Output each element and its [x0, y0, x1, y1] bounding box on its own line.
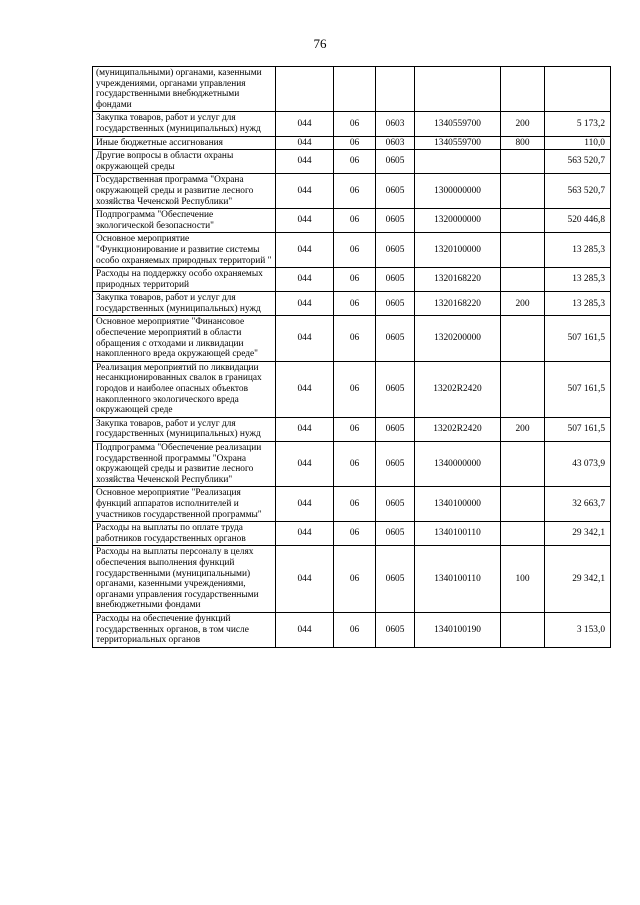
table-row	[93, 233, 611, 268]
section-code-cell: 06	[334, 487, 376, 522]
target-article-cell: 1340559700	[415, 112, 501, 136]
ministry-code-cell: 044	[276, 136, 334, 150]
target-article-cell: 1340559700	[415, 136, 501, 150]
expense-type-cell: 200	[501, 112, 545, 136]
amount-cell: 507 161,5	[545, 417, 611, 441]
table-row	[93, 316, 611, 361]
section-code-cell: 06	[334, 268, 376, 292]
target-article-cell	[415, 67, 501, 112]
budget-table-body	[93, 67, 611, 648]
amount-cell: 13 285,3	[545, 233, 611, 268]
subsection-code-cell: 0605	[376, 487, 415, 522]
section-code-cell: 06	[334, 136, 376, 150]
ministry-code-cell: 044	[276, 174, 334, 209]
section-code-cell: 06	[334, 112, 376, 136]
target-article-cell: 1340100000	[415, 487, 501, 522]
expense-name-cell: Реализация мероприятий по ликвидации несанкционированных свалок в границах городов и наиболее опасных объектов накопленного экологического вреда окружающей среде	[93, 361, 276, 417]
table-row	[93, 112, 611, 136]
target-article-cell: 1320000000	[415, 209, 501, 233]
expense-type-cell: 200	[501, 417, 545, 441]
section-code-cell: 06	[334, 150, 376, 174]
target-article-cell: 1340100110	[415, 546, 501, 613]
expense-type-cell	[501, 361, 545, 417]
subsection-code-cell: 0605	[376, 361, 415, 417]
section-code-cell: 06	[334, 442, 376, 487]
table-row	[93, 487, 611, 522]
ministry-code-cell: 044	[276, 112, 334, 136]
expense-type-cell	[501, 174, 545, 209]
expense-type-cell	[501, 150, 545, 174]
section-code-cell: 06	[334, 546, 376, 613]
ministry-code-cell	[276, 67, 334, 112]
subsection-code-cell: 0605	[376, 417, 415, 441]
expense-name-cell: Основное мероприятие "Реализация функций аппаратов исполнителей и участников государственной программы"	[93, 487, 276, 522]
amount-cell: 29 342,1	[545, 522, 611, 546]
ministry-code-cell: 044	[276, 292, 334, 316]
expense-name-cell: Другие вопросы в области охраны окружающей среды	[93, 150, 276, 174]
section-code-cell: 06	[334, 612, 376, 647]
section-code-cell: 06	[334, 174, 376, 209]
ministry-code-cell: 044	[276, 316, 334, 361]
target-article-cell: 1320100000	[415, 233, 501, 268]
subsection-code-cell: 0605	[376, 316, 415, 361]
expense-type-cell	[501, 268, 545, 292]
subsection-code-cell: 0603	[376, 112, 415, 136]
subsection-code-cell: 0605	[376, 522, 415, 546]
expense-name-cell: Подпрограмма "Обеспечение реализации государственной программы "Охрана окружающей среды и развитие лесного хозяйства Чеченской Республики"	[93, 442, 276, 487]
expense-name-cell: Подпрограмма "Обеспечение экологической безопасности"	[93, 209, 276, 233]
table-row	[93, 442, 611, 487]
amount-cell: 3 153,0	[545, 612, 611, 647]
expense-name-cell: Закупка товаров, работ и услуг для государственных (муниципальных) нужд	[93, 292, 276, 316]
amount-cell: 32 663,7	[545, 487, 611, 522]
target-article-cell: 1340000000	[415, 442, 501, 487]
ministry-code-cell: 044	[276, 361, 334, 417]
ministry-code-cell: 044	[276, 233, 334, 268]
table-row	[93, 268, 611, 292]
table-row	[93, 209, 611, 233]
subsection-code-cell: 0605	[376, 546, 415, 613]
target-article-cell: 13202R2420	[415, 361, 501, 417]
table-row	[93, 136, 611, 150]
target-article-cell: 1320200000	[415, 316, 501, 361]
expense-name-cell: Основное мероприятие "Функционирование и развитие системы особо охраняемых природных территорий "	[93, 233, 276, 268]
subsection-code-cell: 0605	[376, 268, 415, 292]
expense-name-cell: Основное мероприятие "Финансовое обеспечение мероприятий в области обращения с отходами и ликвидации накопленного вреда окружающей среде"	[93, 316, 276, 361]
budget-table	[92, 66, 611, 648]
table-row	[93, 361, 611, 417]
section-code-cell: 06	[334, 292, 376, 316]
expense-type-cell	[501, 522, 545, 546]
subsection-code-cell: 0605	[376, 150, 415, 174]
amount-cell: 520 446,8	[545, 209, 611, 233]
amount-cell: 13 285,3	[545, 292, 611, 316]
target-article-cell: 13202R2420	[415, 417, 501, 441]
amount-cell: 110,0	[545, 136, 611, 150]
subsection-code-cell: 0603	[376, 136, 415, 150]
expense-type-cell	[501, 209, 545, 233]
expense-name-cell: Иные бюджетные ассигнования	[93, 136, 276, 150]
expense-type-cell	[501, 487, 545, 522]
subsection-code-cell: 0605	[376, 292, 415, 316]
expense-name-cell: Расходы на выплаты персоналу в целях обеспечения выполнения функций государственными (муниципальными) органами, казенными учреждениями, органами управления государственными внебюджетными фондами	[93, 546, 276, 613]
table-row	[93, 67, 611, 112]
target-article-cell: 1340100110	[415, 522, 501, 546]
section-code-cell: 06	[334, 316, 376, 361]
amount-cell: 29 342,1	[545, 546, 611, 613]
amount-cell: 507 161,5	[545, 361, 611, 417]
target-article-cell: 1300000000	[415, 174, 501, 209]
expense-type-cell	[501, 67, 545, 112]
expense-type-cell: 200	[501, 292, 545, 316]
subsection-code-cell	[376, 67, 415, 112]
ministry-code-cell: 044	[276, 546, 334, 613]
expense-type-cell	[501, 612, 545, 647]
amount-cell: 5 173,2	[545, 112, 611, 136]
expense-name-cell: Закупка товаров, работ и услуг для государственных (муниципальных) нужд	[93, 112, 276, 136]
expense-name-cell: Расходы на поддержку особо охраняемых природных территорий	[93, 268, 276, 292]
table-row	[93, 546, 611, 613]
expense-name-cell: Закупка товаров, работ и услуг для государственных (муниципальных) нужд	[93, 417, 276, 441]
table-row	[93, 417, 611, 441]
ministry-code-cell: 044	[276, 417, 334, 441]
section-code-cell: 06	[334, 233, 376, 268]
ministry-code-cell: 044	[276, 522, 334, 546]
target-article-cell: 1320168220	[415, 292, 501, 316]
ministry-code-cell: 044	[276, 487, 334, 522]
target-article-cell	[415, 150, 501, 174]
target-article-cell: 1320168220	[415, 268, 501, 292]
target-article-cell: 1340100190	[415, 612, 501, 647]
subsection-code-cell: 0605	[376, 209, 415, 233]
ministry-code-cell: 044	[276, 612, 334, 647]
expense-type-cell	[501, 442, 545, 487]
ministry-code-cell: 044	[276, 442, 334, 487]
expense-type-cell: 800	[501, 136, 545, 150]
table-row	[93, 292, 611, 316]
table-row	[93, 522, 611, 546]
amount-cell: 43 073,9	[545, 442, 611, 487]
table-row	[93, 150, 611, 174]
amount-cell	[545, 67, 611, 112]
page-number: 76	[313, 36, 327, 51]
section-code-cell: 06	[334, 522, 376, 546]
expense-type-cell	[501, 233, 545, 268]
section-code-cell: 06	[334, 417, 376, 441]
expense-name-cell: Расходы на выплаты по оплате труда работников государственных органов	[93, 522, 276, 546]
expense-type-cell	[501, 316, 545, 361]
expense-name-cell: (муниципальными) органами, казенными учреждениями, органами управления государственными внебюджетными фондами	[93, 67, 276, 112]
section-code-cell: 06	[334, 209, 376, 233]
amount-cell: 563 520,7	[545, 150, 611, 174]
subsection-code-cell: 0605	[376, 174, 415, 209]
ministry-code-cell: 044	[276, 268, 334, 292]
amount-cell: 13 285,3	[545, 268, 611, 292]
expense-name-cell: Государственная программа "Охрана окружающей среды и развитие лесного хозяйства Чеченской Республики"	[93, 174, 276, 209]
table-row	[93, 174, 611, 209]
subsection-code-cell: 0605	[376, 442, 415, 487]
ministry-code-cell: 044	[276, 209, 334, 233]
table-row	[93, 612, 611, 647]
subsection-code-cell: 0605	[376, 612, 415, 647]
expense-type-cell: 100	[501, 546, 545, 613]
section-code-cell: 06	[334, 361, 376, 417]
section-code-cell	[334, 67, 376, 112]
ministry-code-cell: 044	[276, 150, 334, 174]
expense-name-cell: Расходы на обеспечение функций государственных органов, в том числе территориальных органов	[93, 612, 276, 647]
amount-cell: 563 520,7	[545, 174, 611, 209]
subsection-code-cell: 0605	[376, 233, 415, 268]
amount-cell: 507 161,5	[545, 316, 611, 361]
